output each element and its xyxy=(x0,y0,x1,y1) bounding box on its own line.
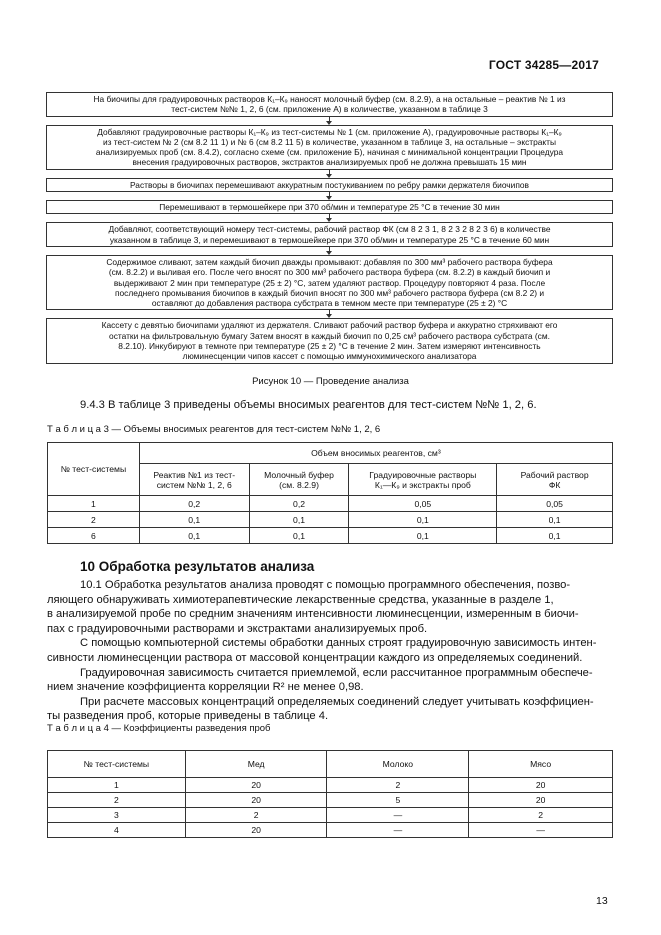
section-10-paragraph xyxy=(47,695,613,724)
table-cell: 0,1 xyxy=(249,512,349,528)
flow-step-line: Добавляют градуировочные растворы К₁–К₉ из тест-системы № 1 (см. приложение А), градуировочные растворы К₁–К₉ xyxy=(97,126,562,137)
flow-arrow xyxy=(46,214,613,222)
flow-arrow xyxy=(46,117,613,125)
table-cell: 2 xyxy=(185,808,327,823)
flow-step-line: тест-систем №№ 1, 2, 6 (см. приложение А) в количестве, указанном в таблице 3 xyxy=(171,104,488,115)
flow-arrow xyxy=(46,247,613,255)
flow-step-line: остатки на фильтровальную бумагу Затем вносят в каждый биочип по 0,25 см³ рабочего раствора субстрата (см. xyxy=(109,330,550,341)
table3-subheader-line: (см. 8.2.9) xyxy=(279,479,319,490)
table-row xyxy=(48,778,613,793)
paragraph-line: сивности люминесценции раствора от массовой концентрации каждого из определяемых соединений. xyxy=(47,651,583,664)
flow-step-line: выдерживают 2 мин при температуре (25 ± 2) °С, затем удаляют раствор. Процедуру повторяют 4 раза. После xyxy=(113,277,546,288)
flow-step-line: анализируемых проб (см. 8.4.2), согласно схеме (см. приложение Б), начиная с минимальной концентрации Процедура xyxy=(95,147,564,158)
paragraph-9-4-3: 9.4.3 В таблице 3 приведены объемы вносимых реагентов для тест-систем №№ 1, 2, 6. xyxy=(80,399,537,411)
table3-subheader xyxy=(249,464,349,496)
table-row xyxy=(48,496,613,512)
paragraph-line: При расчете массовых концентраций определяемых соединений следует учитывать коэффициен- xyxy=(80,695,594,708)
flow-step-line: Перемешивают в термошейкере при 370 об/мин и температуре 25 °С в течение 30 мин xyxy=(159,202,500,213)
table3-caption-label: Т а б л и ц а 3 xyxy=(47,424,109,435)
flow-step-line: указанном в таблице 3, и перемешивают в термошейкере при 370 об/мин и температуре 25 °С в течение 60 мин xyxy=(109,234,550,245)
flow-arrow xyxy=(46,192,613,200)
flow-step-line: Растворы в биочипах перемешивают аккуратным постукиванием по ребру рамки держателя биочипов xyxy=(130,179,529,190)
table-cell: 6 xyxy=(48,528,140,544)
table3-subheader xyxy=(497,464,613,496)
table3-subheader-line: Реактив №1 из тест- xyxy=(153,469,236,480)
table3-header-group: Объем вносимых реагентов, см³ xyxy=(139,443,612,464)
flow-step-line: 8.2.10). Инкубируют в темноте при температуре (25 ± 2) °С в течение 2 мин. Затем измеряют интенсивность xyxy=(118,341,541,352)
table3-subheader xyxy=(139,464,249,496)
flow-step-2 xyxy=(46,125,613,170)
paragraph-line: Градуировочная зависимость считается приемлемой, если рассчитанное программным обеспече- xyxy=(80,666,593,679)
table-cell: 0,05 xyxy=(349,496,497,512)
table-cell: 0,1 xyxy=(249,528,349,544)
flow-step-line: оставляют до добавления раствора субстрата в темном месте при температуре (25 ± 2) °С xyxy=(151,298,508,309)
paragraph-line: в анализируемой пробе по средним значениям интенсивности люминесценции, измеренным в биочи- xyxy=(47,608,579,621)
paragraph-line: ты разведения проб, которые приведены в таблице 4. xyxy=(47,710,329,723)
table3-caption-text: — Объемы вносимых реагентов для тест-систем №№ 1, 2, 6 xyxy=(108,424,381,435)
table-cell: — xyxy=(469,823,613,838)
paragraph-line: С помощью компьютерной системы обработки данных строят градуировочную зависимость интен- xyxy=(80,637,597,650)
table-cell: 0,2 xyxy=(249,496,349,512)
section-10-body xyxy=(47,578,613,724)
table4-header: № тест-системы xyxy=(48,751,186,778)
table-cell: 1 xyxy=(48,496,140,512)
flow-step-line: внесения градуировочных растворов, экстрактов анализируемых проб не должна превышать 15 мин xyxy=(132,157,527,168)
flow-step-line: Содержимое сливают, затем каждый биочип дважды промывают: добавляя по 300 мм³ рабочего раствора буфера xyxy=(106,256,553,267)
flow-step-line: Кассету с девятью биочипами удаляют из держателя. Сливают рабочий раствор буфера и аккуратно стряхивают его xyxy=(101,320,558,331)
table-cell: 2 xyxy=(469,808,613,823)
table4-caption-label: Т а б л и ц а 4 xyxy=(47,723,109,734)
flow-step-3 xyxy=(46,178,613,192)
flow-step-6 xyxy=(46,255,613,310)
paragraph-line: нием значение коэффициента корреляции R² не менее 0,98. xyxy=(47,681,364,694)
flow-step-5 xyxy=(46,222,613,247)
table-cell: 0,1 xyxy=(349,512,497,528)
table4-header: Мясо xyxy=(469,751,613,778)
table3-subheader-line: Градуировочные растворы xyxy=(369,469,477,480)
table3-header-system: № тест-системы xyxy=(48,443,140,496)
table-cell: 20 xyxy=(185,823,327,838)
table-4 xyxy=(47,750,613,838)
flow-arrow xyxy=(46,310,613,318)
table-cell: 2 xyxy=(48,793,186,808)
table3-subheader-line: систем №№ 1, 2, 6 xyxy=(156,479,232,490)
section-10-paragraph xyxy=(47,578,613,636)
table-cell: — xyxy=(327,808,469,823)
section-10-paragraph xyxy=(47,666,613,695)
table-row xyxy=(48,793,613,808)
flow-step-line: На биочипы для градуировочных растворов К₁–К₉ наносят молочный буфер (см. 8.2.9), а на остальные – реактив № 1 из xyxy=(93,94,566,104)
flow-step-4 xyxy=(46,200,613,214)
table4-caption xyxy=(47,723,271,734)
table-row xyxy=(48,823,613,838)
paragraph-line: ляющего обнаруживать химиотерапевтические лекарственные средства, указанные в разделе 1, xyxy=(47,593,554,606)
table-cell: 0,1 xyxy=(139,528,249,544)
table3-subheader-line: Рабочий раствор xyxy=(520,469,589,480)
paragraph-line: 10.1 Обработка результатов анализа проводят с помощью программного обеспечения, позво- xyxy=(80,579,571,591)
table-cell: 20 xyxy=(469,793,613,808)
flow-step-line: (см. 8.2.2) и выливая его. После чего вносят по 300 мм³ рабочего раствора буфера (см. 8.2.2) в каждый биочип и xyxy=(108,267,551,278)
flow-step-line: люминесценции чипов кассет с помощью иммунохимического анализатора xyxy=(182,351,477,362)
flow-step-1 xyxy=(46,92,613,117)
table-cell: 20 xyxy=(185,793,327,808)
table-cell: 0,2 xyxy=(139,496,249,512)
table3-subheader-line: ФК xyxy=(548,479,561,490)
flow-arrow xyxy=(46,170,613,178)
table-row xyxy=(48,512,613,528)
table-cell: 0,1 xyxy=(497,512,613,528)
table-cell: 0,1 xyxy=(139,512,249,528)
table-cell: 5 xyxy=(327,793,469,808)
table3-caption xyxy=(47,424,380,435)
table4-caption-text: — Коэффициенты разведения проб xyxy=(108,723,271,734)
table3-subheader xyxy=(349,464,497,496)
table-cell: 2 xyxy=(48,512,140,528)
flow-step-7 xyxy=(46,318,613,363)
table-cell: 20 xyxy=(185,778,327,793)
paragraph-line: пах с градуировочными растворами и экстрактами анализируемых проб. xyxy=(47,622,428,635)
flow-step-line: Добавляют, соответствующий номеру тест-системы, рабочий раствор ФК (см 8 2 3 1, 8 2 3 2 8 2 3 6) в количестве xyxy=(108,224,551,235)
table4-header: Мед xyxy=(185,751,327,778)
section-10-title: 10 Обработка результатов анализа xyxy=(80,559,315,574)
table3-subheader-line: К₁—К₉ и экстракты проб xyxy=(374,479,471,490)
flow-step-line: последнего промывания биочипов в каждый биочип вносят по 300 мм³ рабочего раствора буфера (см 8.2 2) и xyxy=(114,287,545,298)
flowchart xyxy=(46,92,613,364)
table-cell: 20 xyxy=(469,778,613,793)
table-cell: 0,1 xyxy=(497,528,613,544)
table3-subheader-line: Молочный буфер xyxy=(264,469,334,480)
table-cell: — xyxy=(327,823,469,838)
flow-step-line: из тест-систем № 2 (см 8.2 11 1) и № 6 (см 8.2 11 5) в количестве, указанном в таблице 3, на остальные – экстракты xyxy=(102,136,557,147)
table-cell: 0,1 xyxy=(349,528,497,544)
document-code: ГОСТ 34285—2017 xyxy=(488,58,599,72)
section-10-paragraph xyxy=(47,636,613,665)
table-row xyxy=(48,808,613,823)
table-cell: 0,05 xyxy=(497,496,613,512)
table-cell: 4 xyxy=(48,823,186,838)
page-number: 13 xyxy=(596,895,608,907)
table-3 xyxy=(47,442,613,544)
table-cell: 3 xyxy=(48,808,186,823)
figure-caption: Рисунок 10 — Проведение анализа xyxy=(252,376,409,387)
table-row xyxy=(48,528,613,544)
table-cell: 1 xyxy=(48,778,186,793)
table-cell: 2 xyxy=(327,778,469,793)
table4-header: Молоко xyxy=(327,751,469,778)
